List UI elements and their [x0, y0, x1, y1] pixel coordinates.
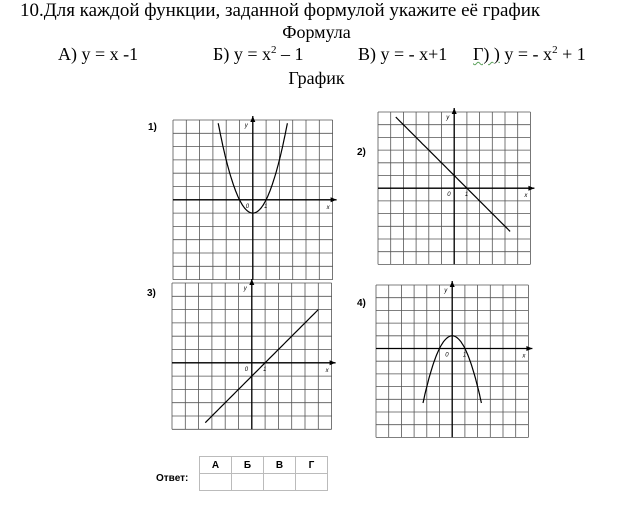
graph-3-label: 3): [147, 288, 156, 299]
x-axis-label: x: [326, 204, 330, 211]
answer-header-g: Г: [296, 457, 328, 474]
formula-c: В) у = - х+1: [358, 44, 448, 64]
graph-2-label: 2): [357, 147, 366, 158]
x-axis-label: x: [524, 193, 528, 200]
function-curve: [396, 117, 510, 231]
y-axis-arrow: [450, 281, 455, 287]
graph-4-label: 4): [357, 298, 366, 309]
graph-1-label: 1): [148, 122, 157, 133]
graph-4: [376, 285, 529, 436]
unit-label: 1: [264, 203, 268, 210]
task-title: 10.Для каждой функции, заданной формулой укажите её график: [20, 0, 541, 21]
formula-row: [0, 44, 633, 68]
unit-label: 1: [462, 352, 467, 359]
x-axis-arrow: [528, 186, 534, 191]
formula-d: Г) ) у = - $х^2 + 1$: [473, 44, 586, 64]
graph-heading: График: [288, 68, 345, 88]
formula-heading: Формула: [282, 22, 351, 42]
answer-header-a: А: [200, 457, 232, 474]
origin-label: 0: [445, 352, 449, 359]
graph-1: [173, 120, 333, 280]
unit-label: 1: [464, 192, 469, 199]
origin-label: 0: [447, 192, 451, 199]
y-axis-label: y: [244, 123, 248, 129]
graph-2: [378, 112, 531, 268]
formula-a: А) у = х -1: [58, 44, 139, 64]
x-axis-arrow: [331, 197, 337, 202]
answer-table: [199, 456, 328, 491]
answer-header-v: В: [264, 457, 296, 474]
origin-label: 0: [244, 366, 249, 373]
y-axis-arrow: [250, 116, 255, 122]
x-axis-label: x: [522, 353, 526, 360]
answer-cell-b[interactable]: [232, 474, 264, 491]
answer-cell-a[interactable]: [200, 474, 232, 491]
answer-cell-v[interactable]: [264, 474, 296, 491]
y-axis-label: y: [243, 286, 247, 292]
y-axis-arrow: [452, 108, 457, 114]
x-axis-arrow: [330, 360, 336, 365]
y-axis-label: y: [444, 288, 448, 294]
formula-b: Б) $у = х^2 - 1$: [213, 44, 304, 64]
answer-cell-g[interactable]: [296, 474, 328, 491]
answer-label: Ответ:: [156, 473, 189, 484]
x-axis-label: x: [325, 367, 329, 374]
function-curve: [205, 310, 318, 423]
answer-header-b: Б: [232, 457, 264, 474]
x-axis-arrow: [526, 346, 532, 351]
y-axis-label: y: [446, 115, 450, 121]
unit-label: 1: [263, 366, 267, 373]
origin-label: 0: [245, 203, 250, 210]
graph-3: [172, 283, 332, 433]
